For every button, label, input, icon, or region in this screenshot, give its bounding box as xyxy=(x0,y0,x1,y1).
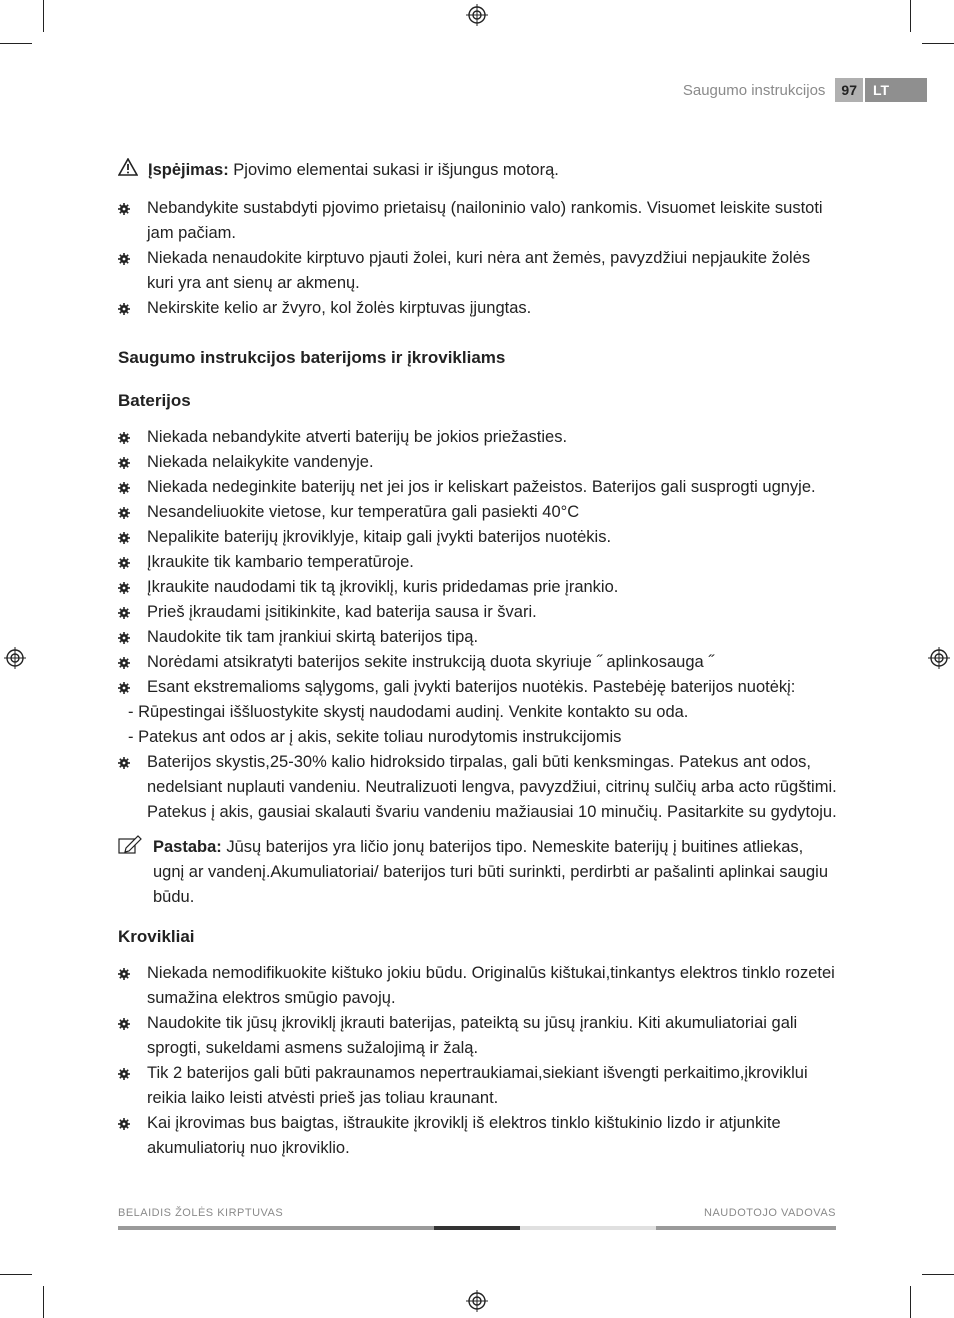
header-section-title: Saugumo instrukcijos xyxy=(682,81,826,99)
list-item: Tik 2 baterijos gali būti pakraunamos nepertraukiamai,siekiant išvengti perkaitimo,įkroviklui reikia laiko leisti atvėsti prieš jas toliau kraunant. xyxy=(118,1061,838,1111)
registration-mark-icon xyxy=(4,647,26,669)
note-text xyxy=(153,835,838,910)
language-tag: LT xyxy=(865,78,927,102)
list-item: Niekada nemodifikuokite kištuko jokiu būdu. Originalūs kištukai,tinkantys elektros tinklo rozetei sumažina elektros smūgio pavojų. xyxy=(118,961,838,1011)
list-item: Baterijos skystis,25-30% kalio hidroksido tirpalas, gali būti kenksmingas. Patekus ant odos, nedelsiant nuplauti vandeniu. Neutralizuoti lengva, pavyzdžiui, citrinų sulčių arba acto rūgštimi. Patekus į akis, gausiai skalauti švariu vandeniu mažiausiai 10 minučių. Pasitarkite su gydytoju. xyxy=(118,750,838,825)
list-item: Nebandykite sustabdyti pjovimo prietaisų (nailoninio valo) rankomis. Visuomet leiskite sustoti jam pačiam. xyxy=(118,196,838,246)
list-item: Įkraukite tik kambario temperatūroje. xyxy=(118,550,838,575)
footer-bar xyxy=(520,1226,656,1230)
dash-list xyxy=(118,700,838,750)
chargers-list xyxy=(118,961,838,1161)
page-content xyxy=(118,158,838,1161)
gear-bullet-icon xyxy=(118,507,130,519)
batteries-title: Baterijos xyxy=(118,391,191,410)
footer-right: NAUDOTOJO VADOVAS xyxy=(704,1207,836,1219)
gear-bullet-icon xyxy=(118,303,130,315)
registration-mark-icon xyxy=(928,647,950,669)
gear-bullet-icon xyxy=(118,757,130,769)
page-number: 97 xyxy=(835,78,863,102)
footer-bar xyxy=(118,1226,434,1230)
list-item: Įkraukite naudodami tik tą įkroviklį, kuris pridedamas prie įrankio. xyxy=(118,575,838,600)
gear-bullet-icon xyxy=(118,1118,130,1130)
warning-body: Pjovimo elementai sukasi ir išjungus motorą. xyxy=(228,161,559,179)
warning-text xyxy=(148,158,559,183)
footer-bar xyxy=(434,1226,520,1230)
list-item: Kai įkrovimas bus baigtas, ištraukite įkroviklį iš elektros tinklo kištukinio lizdo ir atjunkite akumuliatorių nuo įkroviklio. xyxy=(118,1111,838,1161)
section-title: Saugumo instrukcijos baterijoms ir įkrovikliams xyxy=(118,348,506,367)
crop-mark xyxy=(43,0,44,32)
gear-bullet-icon xyxy=(118,657,130,669)
registration-mark-icon xyxy=(466,4,488,26)
list-item: Nepalikite baterijų įkroviklyje, kitaip gali įvykti baterijos nuotėkis. xyxy=(118,525,838,550)
gear-bullet-icon xyxy=(118,557,130,569)
crop-mark xyxy=(922,1274,954,1275)
gear-bullet-icon xyxy=(118,632,130,644)
warning-list xyxy=(118,196,838,321)
note-label: Pastaba: xyxy=(153,838,222,856)
list-item: Niekada nenaudokite kirptuvo pjauti žolei, kuri nėra ant žemės, pavyzdžiui nepjaukite žolės kuri yra ant sienų ar akmenų. xyxy=(118,246,838,296)
footer-bar xyxy=(656,1226,836,1230)
gear-bullet-icon xyxy=(118,253,130,265)
crop-mark xyxy=(922,43,954,44)
list-item: Prieš įkraudami įsitikinkite, kad baterija sausa ir švari. xyxy=(118,600,838,625)
gear-bullet-icon xyxy=(118,532,130,544)
gear-bullet-icon xyxy=(118,607,130,619)
dash-item: - Rūpestingai iššluostykite skystį naudodami audinį. Venkite kontakto su oda. xyxy=(128,703,689,721)
gear-bullet-icon xyxy=(118,482,130,494)
gear-bullet-icon xyxy=(118,682,130,694)
batteries-list xyxy=(118,425,838,700)
list-item: Naudokite tik jūsų įkroviklį įkrauti baterijas, pateiktą su jūsų įrankiu. Kiti akumuliatoriai gali sprogti, sukeldami asmens sužalojimą ir žalą. xyxy=(118,1011,838,1061)
dash-item: - Patekus ant odos ar į akis, sekite toliau nurodytomis instrukcijomis xyxy=(128,728,622,746)
list-item: Norėdami atsikratyti baterijos sekite instrukciją duota skyriuje ˝ aplinkosauga ˝ xyxy=(118,650,838,675)
gear-bullet-icon xyxy=(118,1018,130,1030)
list-item: Nesandeliuokite vietose, kur temperatūra gali pasiekti 40°C xyxy=(118,500,838,525)
warning-triangle-icon xyxy=(118,158,148,184)
gear-bullet-icon xyxy=(118,203,130,215)
gear-bullet-icon xyxy=(118,582,130,594)
crop-mark xyxy=(0,1274,32,1275)
list-item: Esant ekstremalioms sąlygoms, gali įvykti baterijos nuotėkis. Pastebėję baterijos nuotėkį: xyxy=(118,675,838,700)
crop-mark xyxy=(43,1286,44,1318)
crop-mark xyxy=(910,1286,911,1318)
list-item: Nekirskite kelio ar žvyro, kol žolės kirptuvas įjungtas. xyxy=(118,296,838,321)
crop-mark xyxy=(910,0,911,32)
warning-label: Įspėjimas: xyxy=(148,161,229,179)
footer-left: BELAIDIS ŽOLĖS KIRPTUVAS xyxy=(118,1207,284,1219)
warning-line xyxy=(118,158,838,184)
batteries-last-list xyxy=(118,750,838,825)
list-item: Niekada nedeginkite baterijų net jei jos ir keliskart pažeistos. Baterijos gali susprogti ugnyje. xyxy=(118,475,838,500)
gear-bullet-icon xyxy=(118,457,130,469)
registration-mark-icon xyxy=(466,1290,488,1312)
chargers-title: Krovikliai xyxy=(118,927,195,946)
gear-bullet-icon xyxy=(118,968,130,980)
note-block xyxy=(118,835,838,910)
list-item: Naudokite tik tam įrankiui skirtą baterijos tipą. xyxy=(118,625,838,650)
note-pencil-icon xyxy=(118,835,153,863)
note-body: Jūsų baterijos yra ličio jonų baterijos tipo. Nemeskite baterijų į buitines atliekas, ugnį ar vandenį.Akumuliatoriai/ baterijos turi būti surinkti, perdirbti ar pašalinti aplinkai saugiu būdu. xyxy=(153,838,829,906)
gear-bullet-icon xyxy=(118,432,130,444)
crop-mark xyxy=(0,43,32,44)
page-header xyxy=(683,78,927,102)
list-item: Niekada nebandykite atverti baterijų be jokios priežasties. xyxy=(118,425,838,450)
gear-bullet-icon xyxy=(118,1068,130,1080)
list-item: Niekada nelaikykite vandenyje. xyxy=(118,450,838,475)
